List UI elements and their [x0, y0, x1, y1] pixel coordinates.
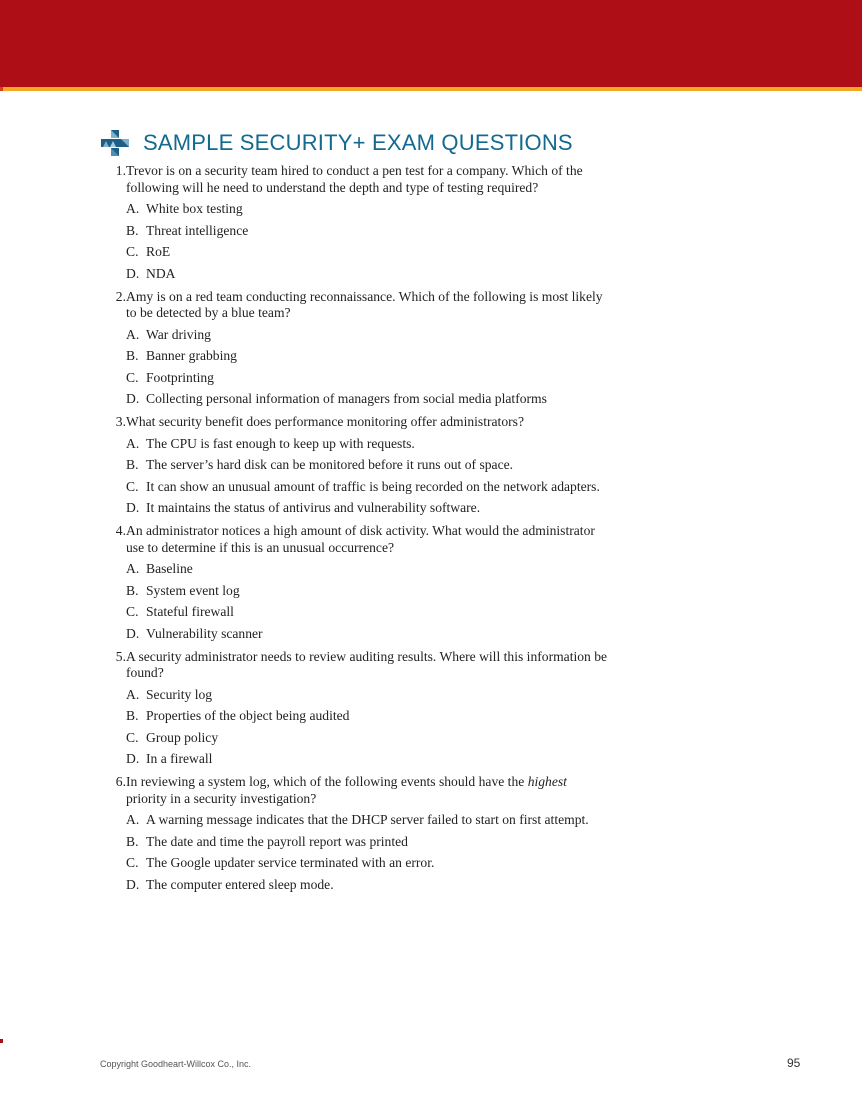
plus-cross-icon: [101, 130, 129, 156]
answer-options: [126, 436, 610, 517]
answer-options: [126, 687, 610, 768]
answer-options: [126, 201, 610, 282]
option-letter: D.: [126, 265, 140, 281]
option-text: White box testing: [146, 201, 243, 216]
header-stripe: [0, 87, 862, 91]
option-letter: D.: [126, 391, 140, 406]
option-letter: A.: [126, 435, 140, 451]
option-letter: D.: [126, 751, 140, 766]
answer-option: [126, 877, 610, 894]
question-number: 2.: [115, 288, 126, 304]
option-letter: C.: [126, 855, 139, 870]
answer-option: [126, 327, 610, 344]
option-letter: A.: [126, 812, 140, 827]
answer-option: [126, 348, 610, 365]
question-list: [100, 163, 610, 893]
option-text: The CPU is fast enough to keep up with requests.: [146, 435, 415, 451]
answer-option: [126, 834, 610, 851]
question: [100, 414, 610, 431]
emphasis-text: highest: [527, 774, 567, 789]
option-letter: C.: [126, 369, 139, 385]
page-title: SAMPLE SECURITY+ EXAM QUESTIONS: [143, 130, 573, 155]
option-letter: A.: [126, 686, 140, 702]
option-text: The Google updater service terminated with an error.: [146, 855, 435, 870]
answer-option: [126, 266, 610, 283]
option-letter: B.: [126, 833, 139, 849]
option-text: Collecting personal information of managers from social media platforms: [146, 391, 547, 406]
option-letter: B.: [126, 708, 139, 723]
option-text: It maintains the status of antivirus and vulnerability software.: [146, 500, 481, 515]
option-letter: D.: [126, 625, 140, 641]
option-text: Vulnerability scanner: [146, 625, 263, 641]
answer-option: [126, 479, 610, 496]
question-text: Trevor is on a security team hired to conduct a pen test for a company. Which of the following will he need to understand the depth and type of testing required?: [126, 163, 583, 195]
option-text: A warning message indicates that the DHCP server failed to start on first attempt.: [146, 812, 589, 827]
question-text: [126, 774, 610, 807]
option-letter: C.: [126, 478, 139, 494]
answer-option: [126, 730, 610, 747]
question-number: 5.: [115, 648, 126, 664]
question: [100, 163, 610, 196]
option-text: RoE: [146, 244, 171, 259]
question: [100, 649, 610, 682]
answer-option: [126, 500, 610, 517]
option-text: Threat intelligence: [146, 222, 249, 238]
option-text: NDA: [146, 265, 176, 281]
question-number: 4.: [115, 523, 126, 538]
answer-option: [126, 583, 610, 600]
question: [100, 289, 610, 322]
option-text: Security log: [146, 686, 213, 702]
question-number: 6.: [115, 774, 126, 789]
question-text: Amy is on a red team conducting reconnaissance. Which of the following is most likely to be detected by a blue team?: [126, 288, 603, 320]
option-letter: B.: [126, 582, 139, 598]
option-text: It can show an unusual amount of traffic is being recorded on the network adapters.: [146, 478, 600, 494]
question-number: 1.: [115, 163, 126, 178]
question-text: A security administrator needs to review auditing results. Where will this information be found?: [126, 648, 608, 680]
option-text: System event log: [146, 582, 240, 598]
question-text: An administrator notices a high amount of disk activity. What would the administrator use to determine if this is an unusual occurrence?: [126, 523, 595, 555]
answer-options: [126, 812, 610, 893]
option-text: The computer entered sleep mode.: [146, 876, 334, 892]
answer-option: [126, 370, 610, 387]
stripe-mark: [0, 87, 3, 91]
option-letter: A.: [126, 326, 140, 342]
option-letter: B.: [126, 348, 139, 363]
question-number: 3.: [115, 414, 126, 429]
answer-options: [126, 561, 610, 642]
option-text: Stateful firewall: [146, 604, 234, 619]
option-text: The date and time the payroll report was printed: [146, 833, 408, 849]
option-text: The server’s hard disk can be monitored before it runs out of space.: [146, 457, 514, 472]
margin-mark: [0, 1039, 3, 1043]
answer-option: [126, 751, 610, 768]
option-text: War driving: [146, 326, 211, 342]
option-text: Footprinting: [146, 369, 214, 385]
option-letter: C.: [126, 244, 139, 259]
answer-option: [126, 604, 610, 621]
answer-option: [126, 201, 610, 218]
answer-option: [126, 457, 610, 474]
section-header: [101, 130, 573, 156]
answer-option: [126, 561, 610, 578]
option-letter: B.: [126, 222, 139, 238]
answer-options: [126, 327, 610, 408]
option-text: Group policy: [146, 729, 219, 745]
option-letter: D.: [126, 876, 140, 892]
question-text-part: In reviewing a system log, which of the following events should have the: [126, 774, 528, 789]
option-text: In a firewall: [146, 751, 213, 766]
option-letter: A.: [126, 201, 140, 216]
answer-option: [126, 812, 610, 829]
answer-option: [126, 687, 610, 704]
answer-option: [126, 708, 610, 725]
option-text: Baseline: [146, 561, 193, 576]
option-text: Banner grabbing: [146, 348, 237, 363]
answer-option: [126, 244, 610, 261]
option-letter: D.: [126, 500, 140, 515]
answer-option: [126, 855, 610, 872]
question: [100, 523, 610, 556]
question-text: What security benefit does performance monitoring offer administrators?: [126, 414, 524, 429]
option-letter: B.: [126, 457, 139, 472]
option-letter: A.: [126, 561, 140, 576]
option-text: Properties of the object being audited: [146, 708, 350, 723]
page-number: 95: [787, 1056, 801, 1070]
answer-option: [126, 626, 610, 643]
option-letter: C.: [126, 729, 139, 745]
answer-option: [126, 223, 610, 240]
header-bar: [0, 0, 862, 87]
question: [100, 774, 610, 807]
answer-option: [126, 436, 610, 453]
option-letter: C.: [126, 604, 139, 619]
question-text-part: priority in a security investigation?: [126, 790, 317, 806]
copyright-footer: Copyright Goodheart-Willcox Co., Inc.: [100, 1059, 252, 1069]
answer-option: [126, 391, 610, 408]
